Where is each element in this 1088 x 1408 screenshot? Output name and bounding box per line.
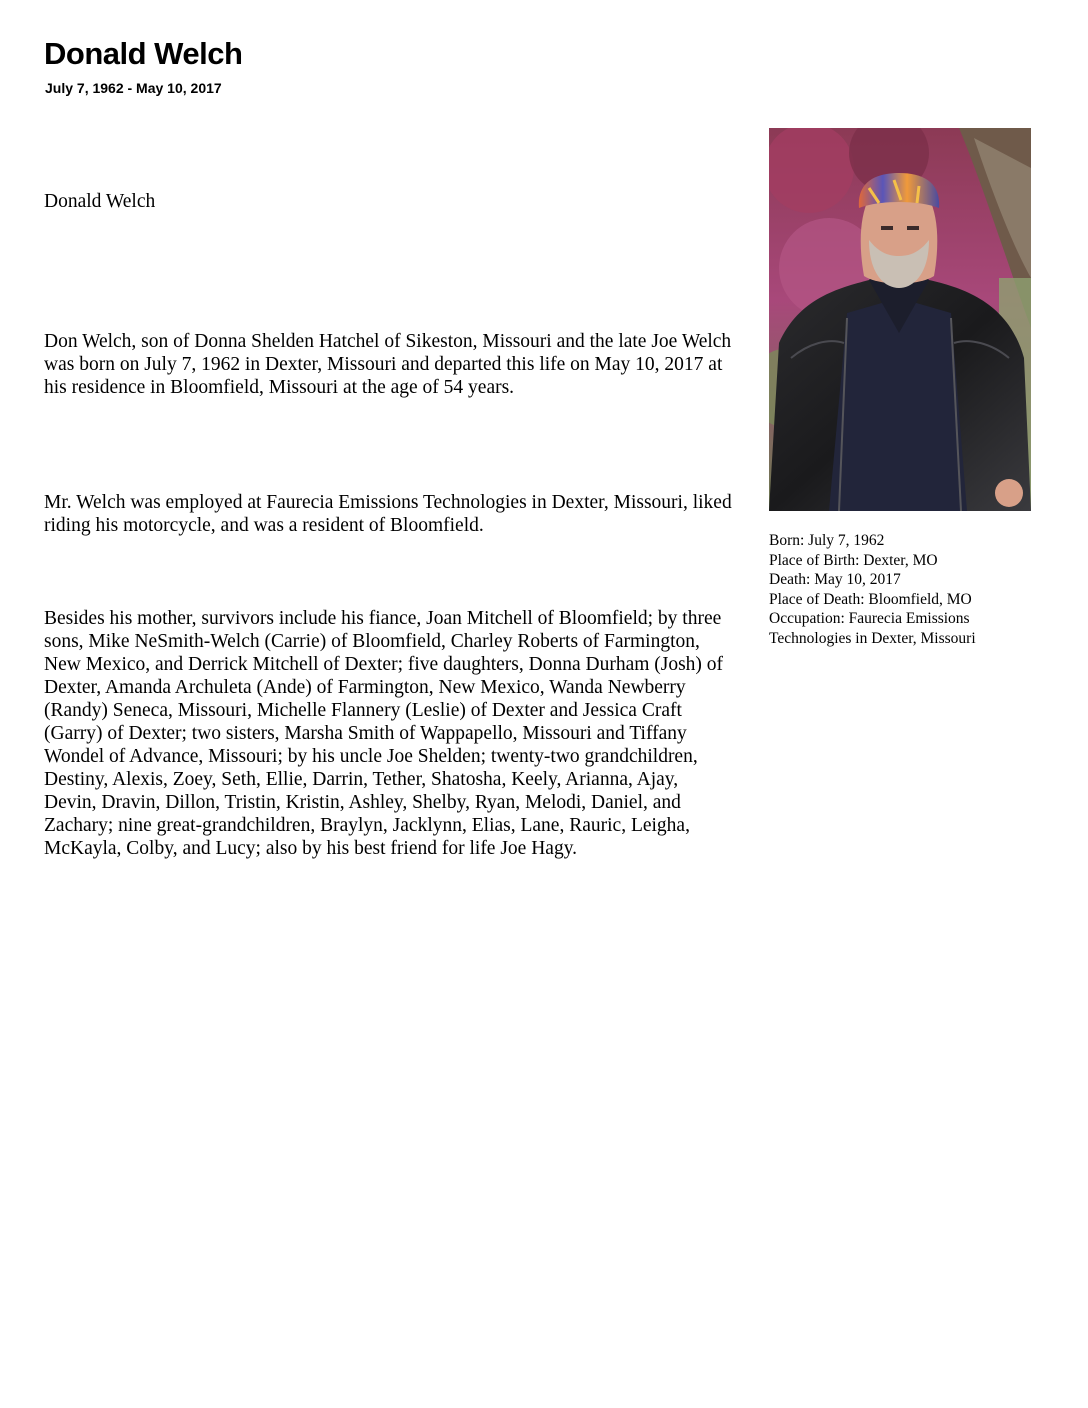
vital-facts [769,531,1031,648]
page-title: Donald Welch [44,36,243,71]
obituary-paragraph-birth: Don Welch, son of Donna Shelden Hatchel of Sikeston, Missouri and the late Joe Welch was born on July 7, 1962 in Dexter, Missouri and departed this life on May 10, 2017 at his residence in Bloomfield, Missouri at the age of 54 years. [44,331,732,398]
fact-occupation: Occupation: Faurecia Emissions Technologies in Dexter, Missouri [769,610,976,647]
portrait-photo [769,128,1031,511]
fact-place-of-death: Place of Death: Bloomfield, MO [769,590,972,608]
obituary-paragraph-survivors: Besides his mother, survivors include his fiance, Joan Mitchell of Bloomfield; by three sons, Mike NeSmith-Welch (Carrie) of Bloomfield, Charley Roberts of Farmington, New Mexico, and Derrick Mitchell of Dexter; five daughters, Donna Durham (Josh) of Dexter, Amanda Archuleta (Ande) of Farmington, New Mexico, Wanda Newberry (Randy) Seneca, Missouri, Michelle Flannery (Leslie) of Dexter and Jessica Craft (Garry) of Dexter; two sisters, Marsha Smith of Wappapello, Missouri and Tiffany Wondel of Advance, Missouri; by his uncle Joe Shelden; twenty-two grandchildren, Destiny, Alexis, Zoey, Seth, Ellie, Darrin, Tether, Shatosha, Keely, Arianna, Ajay, Devin, Dravin, Dillon, Tristin, Kristin, Ashley, Shelby, Ryan, Melodi, Daniel, and Zachary; nine great-grandchildren, Braylyn, Jacklynn, Elias, Lane, Rauric, Leigha, McKayla, Colby, and Lucy; also by his best friend for life Joe Hagy. [44,608,724,859]
obituary-paragraph-employment: Mr. Welch was employed at Faurecia Emissions Technologies in Dexter, Missouri, liked riding his motorcycle, and was a resident of Bloomfield. [44,492,732,536]
obituary-heading: Donald Welch [44,191,156,212]
fact-place-of-birth: Place of Birth: Dexter, MO [769,551,938,569]
fact-death: Death: May 10, 2017 [769,571,901,588]
fact-born: Born: July 7, 1962 [769,532,885,549]
life-dates: July 7, 1962 - May 10, 2017 [45,80,222,96]
